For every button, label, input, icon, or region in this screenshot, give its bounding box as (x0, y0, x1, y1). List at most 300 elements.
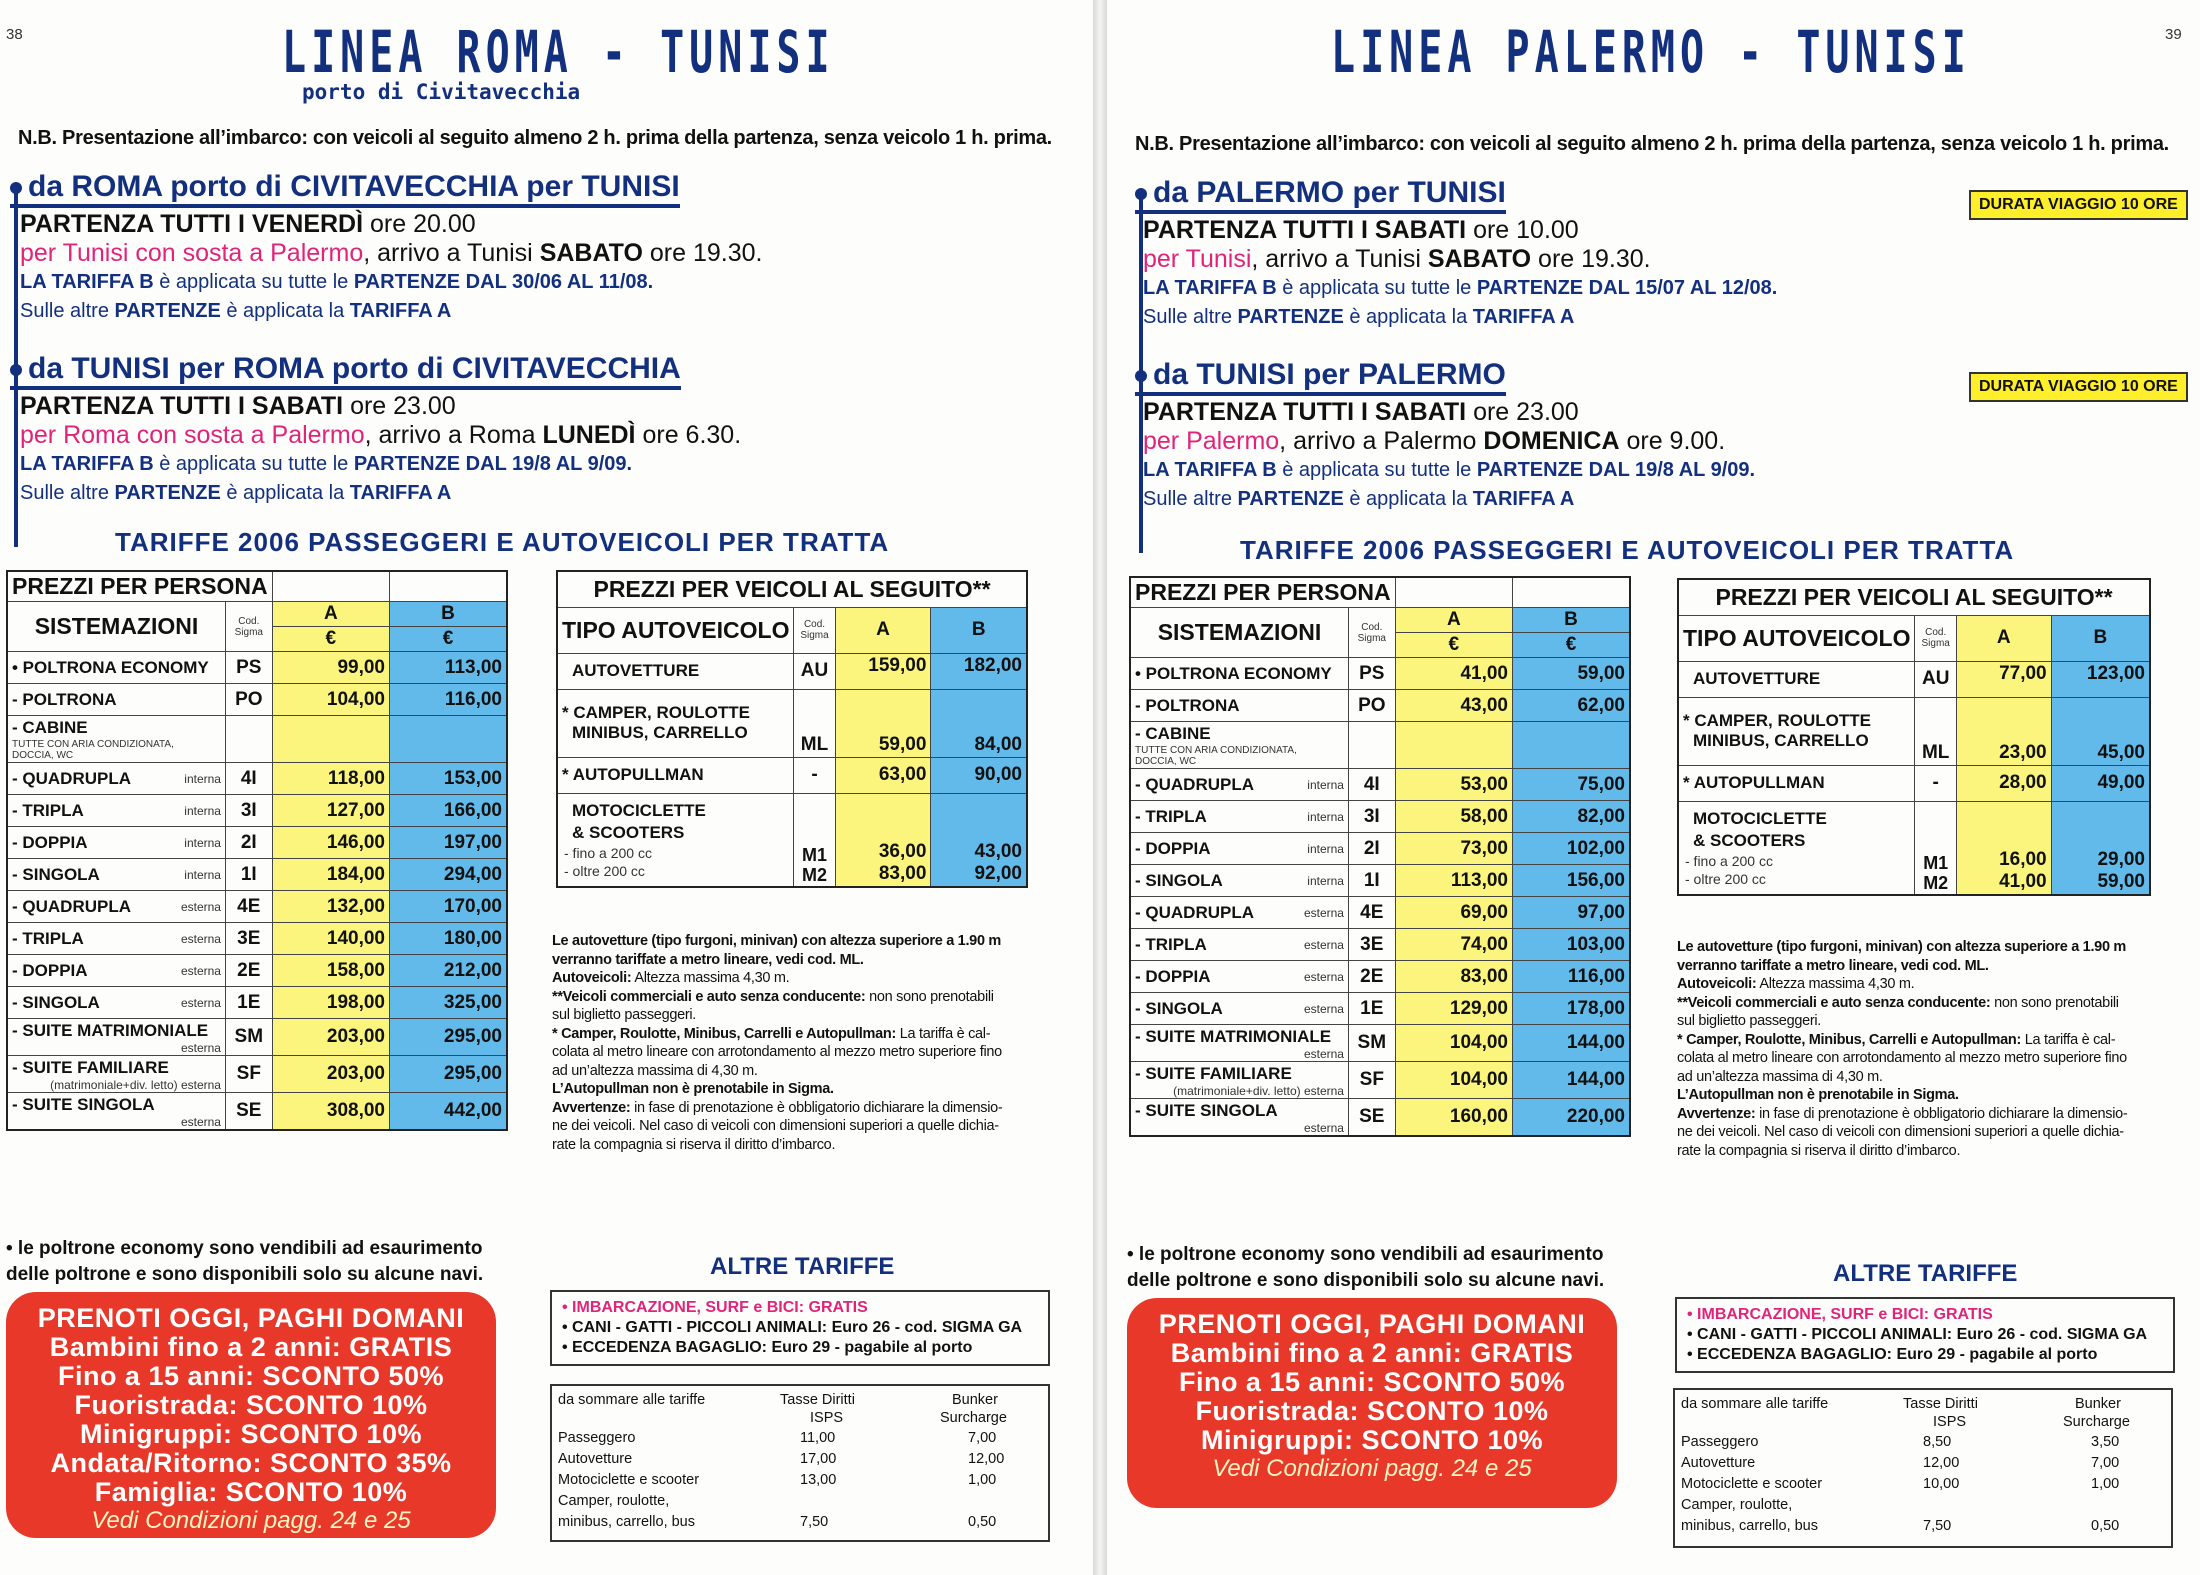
note-text: non sono prenotabili (1990, 994, 2119, 1011)
table-row (1130, 961, 1630, 993)
vehicle-price-table (1677, 578, 2151, 896)
price-b: 153,00 (390, 763, 508, 795)
price-a: 104,00 (1395, 1062, 1512, 1099)
note-line (1677, 1105, 2127, 1124)
row-label-text: - POLTRONA (12, 689, 117, 709)
column-header: A (1395, 608, 1512, 633)
price-a: 158,00 (272, 955, 389, 987)
row-label (7, 684, 225, 716)
price-b: 220,00 (1513, 1099, 1631, 1137)
promo-box (6, 1292, 496, 1538)
blank-cell (390, 571, 508, 602)
tax-surcharge-box (1673, 1388, 2173, 1548)
price-a: 63,00 (835, 757, 931, 793)
price-a: 59,00 (835, 689, 931, 757)
column-header: Cod. Sigma (794, 607, 835, 653)
price-a: 132,00 (272, 891, 389, 923)
note-line (552, 988, 1002, 1007)
row-label-text: - QUADRUPLA (12, 768, 131, 788)
tax-text: Bunker (952, 1392, 998, 1408)
row-label (1130, 690, 1348, 722)
row-label (557, 793, 794, 887)
note-bold: verranno tariffate a metro lineare, vedi cod. ML. (552, 951, 864, 968)
sigma-code: 3E (1348, 929, 1395, 961)
person-price-table (1129, 576, 1631, 1137)
row-label-text: * CAMPER, ROULOTTE (562, 703, 750, 722)
column-header: TIPO AUTOVEICOLO (557, 607, 794, 653)
note-line (1677, 975, 2127, 994)
table-row (7, 891, 507, 923)
travel-duration-badge: DURATA VIAGGIO 10 ORE (1969, 372, 2188, 402)
sigma-code-value: M1 (1923, 853, 1949, 873)
promo-line: PRENOTI OGGI, PAGHI DOMANI (1158, 1309, 1586, 1339)
price-a: 184,00 (272, 859, 389, 891)
note-text: ad un’altezza massima di 4,30 m. (1677, 1068, 1883, 1085)
tax-text: da sommare alle tariffe (558, 1392, 706, 1408)
sigma-code: SE (1348, 1099, 1395, 1137)
note-bold: L’Autopullman non è prenotabile in Sigma. (1677, 1087, 1959, 1103)
other-fare-item: • CANI - GATTI - PICCOLI ANIMALI: Euro 26 - cod. SIGMA GA (562, 1319, 1023, 1336)
price-a: 113,00 (1395, 865, 1512, 897)
price-a (1395, 722, 1512, 769)
row-label-text: - DOPPIA (12, 832, 88, 852)
column-header: Cod. Sigma (225, 602, 272, 652)
table-row (1130, 801, 1630, 833)
row-label (7, 987, 225, 1019)
note-text: Altezza massima 4,30 m. (1756, 976, 1915, 992)
table-row (1130, 993, 1630, 1025)
row-sublabel: esterna (1303, 969, 1344, 984)
sigma-code: 1I (1348, 865, 1395, 897)
note-text: Altezza massima 4,30 m. (631, 970, 790, 986)
tax-isps: 7,50 (1923, 1518, 1952, 1534)
row-label (1130, 722, 1348, 769)
currency-label: € (1513, 633, 1631, 658)
price-a (272, 716, 389, 763)
route-info-outbound: PARTENZA TUTTI I VENERDÌ ore 20.00 per Tunisi con sosta a Palermo, arrivo a Tunisi SABATO ore 19.30. LA TARIFFA B è applicata su tutte le PARTENZE DAL 30/06 AL 11/08. Sulle altre PARTENZE è applicata la TARIFFA A (20, 210, 763, 322)
price-a: 104,00 (1395, 1025, 1512, 1062)
promo-line: Fino a 15 anni: SCONTO 50% (1178, 1367, 1566, 1397)
price-b: 178,00 (1513, 993, 1631, 1025)
tax-bunker: 7,00 (2091, 1455, 2120, 1471)
column-header: A (835, 607, 931, 653)
sigma-code (1915, 801, 1956, 895)
table-row (557, 689, 1027, 757)
column-header: B (2051, 615, 2150, 661)
row-label-text: - SUITE FAMILIARE (12, 1058, 169, 1077)
row-sublabel: TUTTE CON ARIA CONDIZIONATA, DOCCIA, WC (1135, 745, 1297, 767)
row-sublabel: esterna (180, 995, 221, 1010)
row-sublabel: esterna (180, 1115, 221, 1129)
sigma-code: ML (1915, 697, 1956, 765)
table-row (7, 923, 507, 955)
price-value: 43,00 (974, 841, 1022, 862)
table-row (7, 1093, 507, 1131)
other-fare-item: • CANI - GATTI - PICCOLI ANIMALI: Euro 26 - cod. SIGMA GA (1687, 1326, 2148, 1343)
row-sublabel: (matrimoniale+div. letto) esterna (50, 1078, 221, 1092)
column-header: Cod. Sigma (1348, 608, 1395, 658)
row-label-text: - TRIPLA (12, 800, 84, 820)
route-stem-line (14, 190, 18, 365)
price-b: 180,00 (390, 923, 508, 955)
price-a: 99,00 (272, 652, 389, 684)
sigma-code: SM (1348, 1025, 1395, 1062)
table-row (7, 684, 507, 716)
table-row (1130, 769, 1630, 801)
row-label (7, 652, 225, 684)
promo-conditions: Vedi Condizioni pagg. 24 e 25 (91, 1507, 411, 1534)
other-fares-box (1675, 1297, 2175, 1373)
left-page (0, 0, 1093, 1575)
note-line (1677, 1049, 2127, 1068)
sigma-code: - (1915, 765, 1956, 801)
economy-footnote: • le poltrone economy sono vendibili ad esaurimento delle poltrone e sono disponibili solo su alcune navi. (6, 1238, 484, 1285)
sigma-code: ML (794, 689, 835, 757)
table-title: PREZZI PER VEICOLI AL SEGUITO** (1678, 579, 2150, 615)
row-sublabel: interna (1307, 841, 1344, 856)
promo-line: Andata/Ritorno: SCONTO 35% (50, 1448, 452, 1478)
note-line (552, 1025, 1002, 1044)
row-label-text: - SUITE FAMILIARE (1135, 1064, 1292, 1083)
tax-text: Tasse Diritti (780, 1392, 855, 1408)
row-label-text: • POLTRONA ECONOMY (12, 657, 209, 677)
price-value: 83,00 (878, 863, 927, 884)
price-b: 294,00 (390, 859, 508, 891)
sigma-code: 3I (1348, 801, 1395, 833)
tax-row-label: Motociclette e scooter (1681, 1476, 1823, 1492)
table-row (1130, 690, 1630, 722)
price-a: 159,00 (835, 653, 931, 689)
row-label-text: - POLTRONA (1135, 695, 1240, 715)
tax-bunker: 1,00 (2091, 1476, 2120, 1492)
price-a: 73,00 (1395, 833, 1512, 865)
row-sublabel: esterna (1303, 1047, 1344, 1061)
note-line (552, 1117, 1002, 1136)
price-a: 23,00 (1956, 697, 2051, 765)
row-label-text: & SCOOTERS (572, 822, 685, 842)
row-label-text: - DOPPIA (1135, 966, 1211, 986)
currency-label: € (272, 627, 389, 652)
price-b: 97,00 (1513, 897, 1631, 929)
row-label-text: MOTOCICLETTE (1693, 808, 1827, 828)
promo-line: Minigruppi: SCONTO 10% (1200, 1425, 1543, 1455)
note-line (1677, 1068, 2127, 1087)
tax-bunker: 1,00 (968, 1472, 997, 1488)
row-label (1130, 769, 1348, 801)
price-a: 74,00 (1395, 929, 1512, 961)
note-line (552, 1099, 1002, 1118)
note-line (552, 1043, 1002, 1062)
other-fare-item: • ECCEDENZA BAGAGLIO: Euro 29 - pagabile al porto (1687, 1346, 2098, 1363)
note-line (1677, 1031, 2127, 1050)
row-label-text: - SINGOLA (12, 992, 100, 1012)
boarding-note: N.B. Presentazione all’imbarco: con veicoli al seguito almeno 2 h. prima della partenza, senza veicolo 1 h. prima. (18, 127, 1052, 149)
sigma-code: AU (794, 653, 835, 689)
price-b: 166,00 (390, 795, 508, 827)
page-subtitle: porto di Civitavecchia (302, 80, 581, 104)
table-row (7, 795, 507, 827)
sigma-code: 4E (225, 891, 272, 923)
sigma-code: 3E (225, 923, 272, 955)
price-b: 123,00 (2051, 661, 2150, 697)
page-gutter (1093, 0, 1107, 1575)
row-sublabel: esterna (1303, 905, 1344, 920)
vehicle-notes (1677, 938, 2127, 1160)
row-label-text: & SCOOTERS (1693, 830, 1806, 850)
price-value: 16,00 (1999, 849, 2047, 870)
price-value: 29,00 (2097, 849, 2145, 870)
table-row (557, 653, 1027, 689)
note-text: ne dei veicoli. Nel caso di veicoli con dimensioni superiori a quelle dichia- (1677, 1124, 2124, 1140)
promo-box (1127, 1298, 1617, 1508)
note-bold: Avvertenze: (552, 1099, 631, 1116)
sigma-code: PO (225, 684, 272, 716)
row-label-text: - SUITE SINGOLA (12, 1095, 155, 1114)
price-b: 197,00 (390, 827, 508, 859)
row-label-text: - QUADRUPLA (1135, 902, 1254, 922)
row-label (1130, 929, 1348, 961)
right-page (1107, 0, 2200, 1575)
tax-bunker: 7,00 (968, 1430, 997, 1446)
row-label-text: - TRIPLA (1135, 934, 1207, 954)
price-b: 90,00 (931, 757, 1027, 793)
tax-row-label: Motociclette e scooter (558, 1472, 700, 1488)
row-label-text: * AUTOPULLMAN (562, 765, 704, 784)
section-title: TARIFFE 2006 PASSEGGERI E AUTOVEICOLI PER TRATTA (1240, 535, 2015, 565)
price-b: 84,00 (931, 689, 1027, 757)
row-sublabel: esterna (1303, 1121, 1344, 1135)
table-row (7, 1056, 507, 1093)
sigma-code: SF (1348, 1062, 1395, 1099)
sigma-code: 2E (1348, 961, 1395, 993)
section-title: TARIFFE 2006 PASSEGGERI E AUTOVEICOLI PER TRATTA (115, 527, 890, 557)
row-label (557, 757, 794, 793)
note-line (552, 1006, 1002, 1025)
tax-row-label: Autovetture (1681, 1455, 1756, 1471)
sigma-code (225, 716, 272, 763)
note-text: in fase di prenotazione è obbligatorio dichiarare la dimensio- (1755, 1105, 2128, 1122)
table-title: PREZZI PER PERSONA (1130, 577, 1395, 608)
row-label-text: AUTOVETTURE (572, 661, 700, 680)
row-label (7, 859, 225, 891)
sigma-code: SF (225, 1056, 272, 1093)
row-label-text: * CAMPER, ROULOTTE (1683, 711, 1871, 730)
note-text: La tariffa è cal- (895, 1025, 991, 1042)
sigma-code: 2I (1348, 833, 1395, 865)
row-label-text: - fino a 200 cc (564, 844, 652, 861)
column-header: SISTEMAZIONI (1130, 608, 1348, 658)
note-line (1677, 1123, 2127, 1142)
other-fares-title: ALTRE TARIFFE (710, 1253, 895, 1280)
price-a (835, 793, 931, 887)
note-text: rate la compagnia si riserva il diritto d’imbarco. (1677, 1142, 1961, 1159)
economy-footnote: • le poltrone economy sono vendibili ad esaurimento delle poltrone e sono disponibili solo su alcune navi. (1127, 1244, 1605, 1291)
price-value: 59,00 (2097, 871, 2145, 892)
price-b: 75,00 (1513, 769, 1631, 801)
table-row (1130, 833, 1630, 865)
table-row (7, 955, 507, 987)
row-sublabel: interna (184, 835, 221, 850)
row-label-text: - TRIPLA (1135, 806, 1207, 826)
sigma-code: 1I (225, 859, 272, 891)
tax-isps: 11,00 (800, 1430, 836, 1446)
note-text: non sono prenotabili (865, 988, 994, 1005)
column-header: B (390, 602, 508, 627)
row-label (7, 763, 225, 795)
blank-cell (272, 571, 389, 602)
row-sublabel: interna (184, 803, 221, 818)
row-label (1678, 801, 1915, 895)
note-line (1677, 957, 2127, 976)
price-a: 83,00 (1395, 961, 1512, 993)
sigma-code: 1E (225, 987, 272, 1019)
tax-isps: 13,00 (800, 1472, 837, 1488)
row-sublabel: esterna (180, 1041, 221, 1055)
price-b: 103,00 (1513, 929, 1631, 961)
price-b: 102,00 (1513, 833, 1631, 865)
price-b: 182,00 (931, 653, 1027, 689)
sigma-code-value: M2 (802, 865, 828, 885)
sigma-code: PS (1348, 658, 1395, 690)
tax-row-label: Passeggero (558, 1430, 636, 1446)
sigma-code (794, 793, 835, 887)
table-row (7, 1019, 507, 1056)
row-label (1678, 661, 1915, 697)
note-line (1677, 994, 2127, 1013)
price-value: 41,00 (1999, 871, 2047, 892)
row-label-text: - SINGOLA (1135, 870, 1223, 890)
route-info-outbound: PARTENZA TUTTI I SABATI ore 10.00 per Tunisi, arrivo a Tunisi SABATO ore 19.30. LA TARIFFA B è applicata su tutte le PARTENZE DAL 15/07 AL 12/08. Sulle altre PARTENZE è applicata la TARIFFA A (1143, 216, 1778, 328)
row-label-text: - CABINE (1135, 724, 1211, 743)
price-b: 170,00 (390, 891, 508, 923)
sigma-code: SM (225, 1019, 272, 1056)
other-fares-title: ALTRE TARIFFE (1833, 1260, 2018, 1287)
price-value: 36,00 (878, 841, 927, 862)
other-fares-box (550, 1290, 1050, 1366)
note-text: rate la compagnia si riserva il diritto d’imbarco. (552, 1136, 836, 1153)
price-a: 104,00 (272, 684, 389, 716)
table-row (1130, 897, 1630, 929)
row-label-text: - QUADRUPLA (1135, 774, 1254, 794)
row-sublabel: interna (1307, 873, 1344, 888)
tax-isps: 8,50 (1923, 1434, 1952, 1450)
row-label-text: - DOPPIA (1135, 838, 1211, 858)
price-b: 144,00 (1513, 1062, 1631, 1099)
price-b: 442,00 (390, 1093, 508, 1131)
row-label-text: * AUTOPULLMAN (1683, 773, 1825, 792)
tax-isps: 7,50 (800, 1514, 829, 1530)
table-row (7, 716, 507, 763)
tax-isps: 12,00 (1923, 1455, 1960, 1471)
row-sublabel: interna (1307, 777, 1344, 792)
price-a: 308,00 (272, 1093, 389, 1131)
note-line (552, 1062, 1002, 1081)
row-label (7, 923, 225, 955)
tax-bunker: 0,50 (968, 1514, 997, 1530)
price-b: 82,00 (1513, 801, 1631, 833)
page-number: 38 (6, 26, 23, 43)
row-label-text: • POLTRONA ECONOMY (1135, 663, 1332, 683)
note-line (1677, 1086, 2127, 1105)
currency-label: € (390, 627, 508, 652)
row-label (1130, 865, 1348, 897)
tax-text: Tasse Diritti (1903, 1396, 1978, 1412)
row-label (7, 827, 225, 859)
page-title: LINEA PALERMO - TUNISI (1331, 20, 1971, 87)
row-label-text: - QUADRUPLA (12, 896, 131, 916)
note-text: colata al metro lineare con arrotondamento al mezzo metro superiore fino (1677, 1050, 2127, 1066)
price-a: 198,00 (272, 987, 389, 1019)
note-line (552, 1136, 1002, 1155)
promo-line: Fino a 15 anni: SCONTO 50% (57, 1361, 445, 1391)
note-bold: Le autovetture (tipo furgoni, minivan) con altezza superiore a 1.90 m (552, 933, 1002, 949)
price-b (2051, 801, 2150, 895)
route-info-return: PARTENZA TUTTI I SABATI ore 23.00 per Roma con sosta a Palermo, arrivo a Roma LUNEDÌ ore 6.30. LA TARIFFA B è applicata su tutte le PARTENZE DAL 19/8 AL 9/09. Sulle altre PARTENZE è applicata la TARIFFA A (20, 392, 742, 504)
price-a: 77,00 (1956, 661, 2051, 697)
note-text: sul biglietto passeggeri. (1677, 1013, 1822, 1029)
price-a: 146,00 (272, 827, 389, 859)
row-label (1130, 993, 1348, 1025)
table-row (1130, 722, 1630, 769)
price-b: 113,00 (390, 652, 508, 684)
route-heading-return: da TUNISI per PALERMO (1135, 358, 1506, 396)
route-heading-return: da TUNISI per ROMA porto di CIVITAVECCHIA (10, 352, 681, 390)
tax-bunker: 0,50 (2091, 1518, 2120, 1534)
tax-row-label: minibus, carrello, bus (1681, 1518, 1818, 1534)
note-line (1677, 938, 2127, 957)
note-bold: Le autovetture (tipo furgoni, minivan) con altezza superiore a 1.90 m (1677, 939, 2127, 955)
note-bold: **Veicoli commerciali e auto senza conducente: (552, 988, 866, 1005)
page-number: 39 (2165, 26, 2182, 43)
table-row (1130, 1025, 1630, 1062)
row-label (1130, 1062, 1348, 1099)
price-a: 43,00 (1395, 690, 1512, 722)
note-line (552, 951, 1002, 970)
row-sublabel: esterna (180, 963, 221, 978)
tax-text: ISPS (1933, 1414, 1967, 1430)
row-label (1130, 833, 1348, 865)
column-header: SISTEMAZIONI (7, 602, 225, 652)
note-bold: * Camper, Roulotte, Minibus, Carrelli e Autopullman: (1677, 1031, 2021, 1048)
promo-line: Fuoristrada: SCONTO 10% (1195, 1396, 1549, 1426)
row-label-text: - SUITE SINGOLA (1135, 1101, 1278, 1120)
person-price-table (6, 570, 508, 1131)
column-header: Cod. Sigma (1915, 615, 1956, 661)
row-label-text: - TRIPLA (12, 928, 84, 948)
table-row (7, 652, 507, 684)
row-sublabel: interna (184, 771, 221, 786)
price-b: 212,00 (390, 955, 508, 987)
note-text: La tariffa è cal- (2020, 1031, 2116, 1048)
page-title: LINEA ROMA - TUNISI (282, 20, 835, 87)
note-bold: Autoveicoli: (552, 970, 632, 986)
table-row (1678, 697, 2150, 765)
table-row (557, 757, 1027, 793)
table-row (1130, 929, 1630, 961)
tax-text: Bunker (2075, 1396, 2121, 1412)
sigma-code: 1E (1348, 993, 1395, 1025)
promo-line: Bambini fino a 2 anni: GRATIS (1170, 1338, 1574, 1368)
row-label (7, 1056, 225, 1093)
row-label-text: - CABINE (12, 718, 88, 737)
price-b: 45,00 (2051, 697, 2150, 765)
sigma-code: PO (1348, 690, 1395, 722)
note-text: sul biglietto passeggeri. (552, 1007, 697, 1023)
sigma-code-value: M1 (802, 845, 828, 865)
tax-row-label: minibus, carrello, bus (558, 1514, 695, 1530)
table-row (7, 987, 507, 1019)
sigma-code: PS (225, 652, 272, 684)
